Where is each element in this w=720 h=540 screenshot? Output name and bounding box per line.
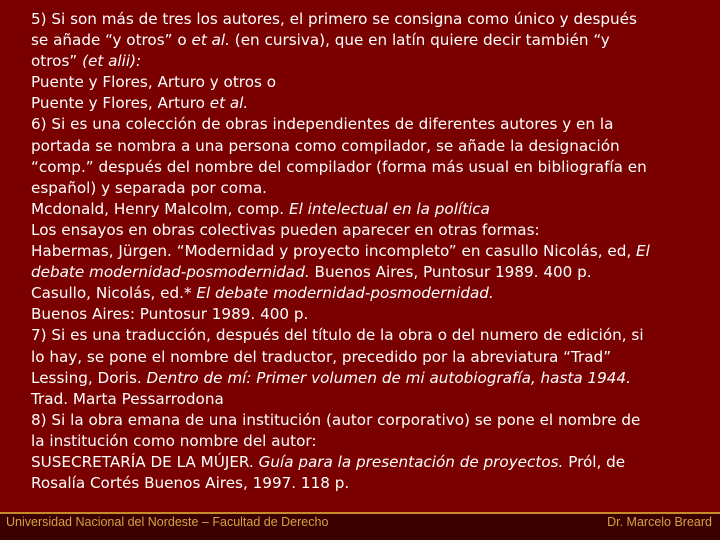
rule-5-line-1: 5) Si son más de tres los autores, el primero se consigna como único y después xyxy=(31,10,637,28)
italic-run: El debate modernidad-posmodernidad. xyxy=(196,284,494,303)
italic-run: Dentro de mí: Primer volumen de mi autobiografía, hasta 1944. xyxy=(146,368,631,387)
rule-7-line-2: lo hay, se pone el nombre del traductor, precedido por la abreviatura “Trad” xyxy=(31,347,612,366)
rule-6-line-1: 6) Si es una colección de obras independientes de diferentes autores y en la xyxy=(31,115,614,134)
example-line xyxy=(31,283,711,304)
rule-6-line-2: portada se nombra a una persona como compilador, se añade la designación xyxy=(31,136,620,155)
rule-7-line-1: 7) Si es una traducción, después del título de la obra o del numero de edición, si xyxy=(31,326,644,345)
text-run: SUSECRETARÍA DE LA MÚJER. xyxy=(31,452,259,471)
rule-5-line-3 xyxy=(31,51,711,72)
italic-run: debate modernidad-posmodernidad. xyxy=(31,263,310,282)
rule-5-line-2 xyxy=(31,30,711,51)
text-run: Habermas, Jürgen. “Modernidad y proyecto incompleto” en casullo Nicolás, ed, xyxy=(31,242,636,261)
example-line xyxy=(31,241,711,262)
rule-8-line-2: la institución como nombre del autor: xyxy=(31,431,317,450)
example-line xyxy=(31,262,711,283)
example-line xyxy=(31,199,711,220)
text-run: (en cursiva), que en latín quiere decir también “y xyxy=(229,31,610,50)
rule-8-line-1: 8) Si la obra emana de una institución (autor corporativo) se pone el nombre de xyxy=(31,410,641,429)
example-line: Trad. Marta Pessarrodona xyxy=(31,389,224,408)
text-run: Buenos Aires, Puntosur 1989. 400 p. xyxy=(309,263,592,282)
example-line: Puente y Flores, Arturo y otros o xyxy=(31,73,277,92)
italic-run: et al. xyxy=(209,94,249,113)
example-line xyxy=(31,452,711,473)
text-run: Pról, de xyxy=(563,452,626,471)
footer-divider xyxy=(0,512,720,514)
example-line: Rosalía Cortés Buenos Aires, 1997. 118 p. xyxy=(31,474,350,493)
italic-run: El xyxy=(636,242,650,261)
footer-author: Dr. Marcelo Breard xyxy=(607,515,712,529)
footer-institution: Universidad Nacional del Nordeste – Facultad de Derecho xyxy=(6,515,329,529)
text-run: Casullo, Nicolás, ed.* xyxy=(31,284,197,303)
body-line: Los ensayos en obras colectivas pueden aparecer en otras formas: xyxy=(31,220,540,239)
italic-run: et al. xyxy=(191,31,230,50)
text-run: Mcdonald, Henry Malcolm, comp. xyxy=(31,199,289,218)
text-run: Lessing, Doris. xyxy=(31,368,147,387)
italic-run: El intelectual en la política xyxy=(288,199,490,218)
text-run: otros” xyxy=(31,52,83,71)
example-line xyxy=(31,93,711,114)
rule-6-line-3: “comp.” después del nombre del compilador (forma más usual en bibliografía en xyxy=(31,157,647,176)
rule-6-line-4: español) y separada por coma. xyxy=(31,178,268,197)
example-line xyxy=(31,368,711,389)
example-line: Buenos Aires: Puntosur 1989. 400 p. xyxy=(31,305,309,324)
footer-bar xyxy=(0,512,720,540)
text-run: se añade “y otros” o xyxy=(31,31,192,50)
italic-run: Guía para la presentación de proyectos. xyxy=(258,452,564,471)
italic-run: (et alii): xyxy=(82,52,142,71)
slide-body xyxy=(31,9,711,494)
text-run: Puente y Flores, Arturo xyxy=(31,94,210,113)
